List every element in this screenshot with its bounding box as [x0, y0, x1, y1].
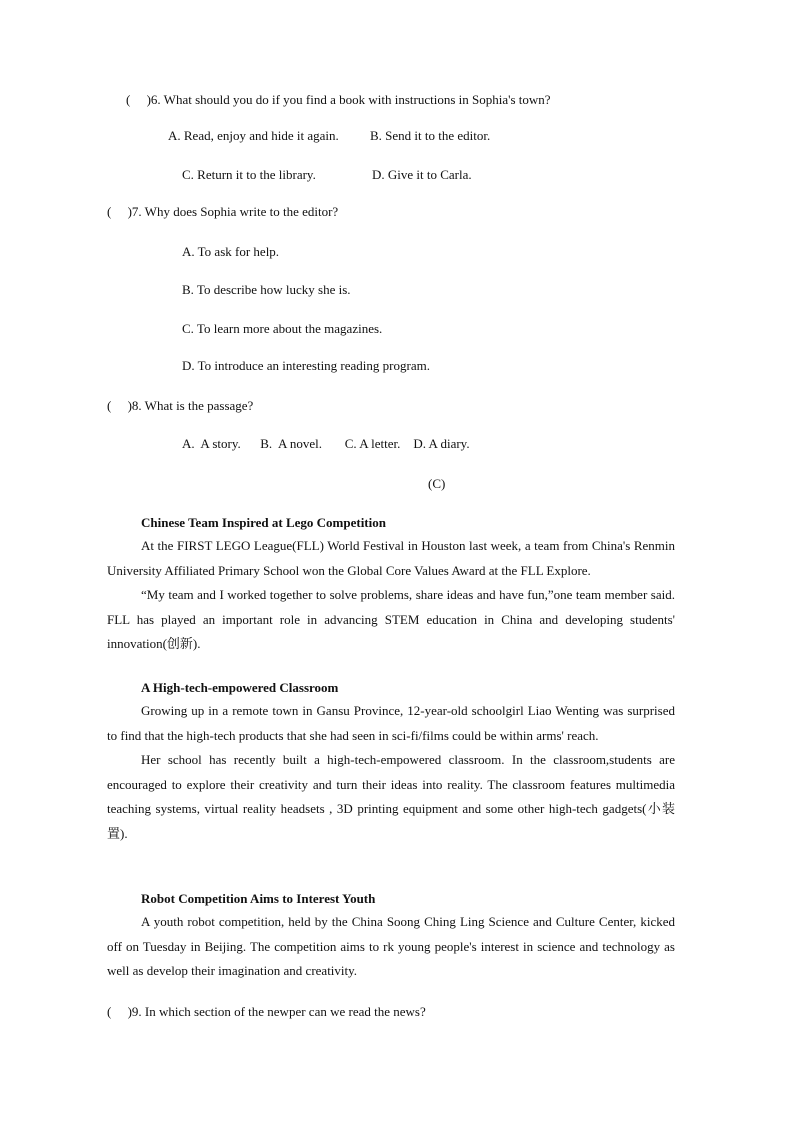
question-9-stem: ( )9. In which section of the newper can we read the news?	[107, 1004, 426, 1019]
article-1-paragraph-1: At the FIRST LEGO League(FLL) World Festival in Houston last week, a team from China's Renmin University Affiliated Primary School won the Global Core Values Award at the FLL Explore.	[107, 538, 675, 578]
question-6-option-b: B. Send it to the editor.	[370, 128, 491, 143]
question-7-stem: ( )7. Why does Sophia write to the editor?	[107, 204, 339, 219]
question-7-option-d: D. To introduce an interesting reading program.	[182, 358, 430, 373]
question-7-option-c: C. To learn more about the magazines.	[182, 321, 383, 336]
section-label: (C)	[428, 476, 446, 491]
question-6-option-d: D. Give it to Carla.	[372, 167, 472, 182]
article-2-paragraph-1: Growing up in a remote town in Gansu Province, 12-year-old schoolgirl Liao Wenting was surprised to find that the high-tech products that she had seen in sci-fi/films could be within arms' reach.	[107, 703, 675, 743]
question-8-options: A. A story. B. A novel. C. A letter. D. A diary.	[182, 436, 470, 451]
article-1-body	[107, 534, 675, 657]
article-2-paragraph-2: Her school has recently built a high-tech-empowered classroom. In the classroom,students are encouraged to explore their creativity and turn their ideas into reality. The classroom features multimedia teaching systems, virtual reality headsets , 3D printing equipment and some other high-tech gadgets(小装置).	[107, 752, 675, 841]
question-6-stem: ( )6. What should you do if you find a book with instructions in Sophia's town?	[126, 92, 551, 107]
article-2-body	[107, 699, 675, 846]
article-1-title: Chinese Team Inspired at Lego Competition	[141, 515, 386, 530]
question-6-option-a: A. Read, enjoy and hide it again.	[168, 128, 339, 143]
question-8-stem: ( )8. What is the passage?	[107, 398, 254, 413]
question-7-option-a: A. To ask for help.	[182, 244, 280, 259]
question-7-option-b: B. To describe how lucky she is.	[182, 282, 351, 297]
article-3-title: Robot Competition Aims to Interest Youth	[141, 891, 376, 906]
article-1-paragraph-2: “My team and I worked together to solve problems, share ideas and have fun,”one team member said. FLL has played an important role in advancing STEM education in China and developing students' innovation(创新).	[107, 587, 675, 651]
article-3-body	[107, 910, 675, 984]
article-3-paragraph-1: A youth robot competition, held by the China Soong Ching Ling Science and Culture Center, kicked off on Tuesday in Beijing. The competition aims to rk young people's interest in science and technology as well as develop their imagination and creativity.	[107, 914, 675, 978]
question-6-option-c: C. Return it to the library.	[182, 167, 316, 182]
article-2-title: A High-tech-empowered Classroom	[141, 680, 339, 695]
